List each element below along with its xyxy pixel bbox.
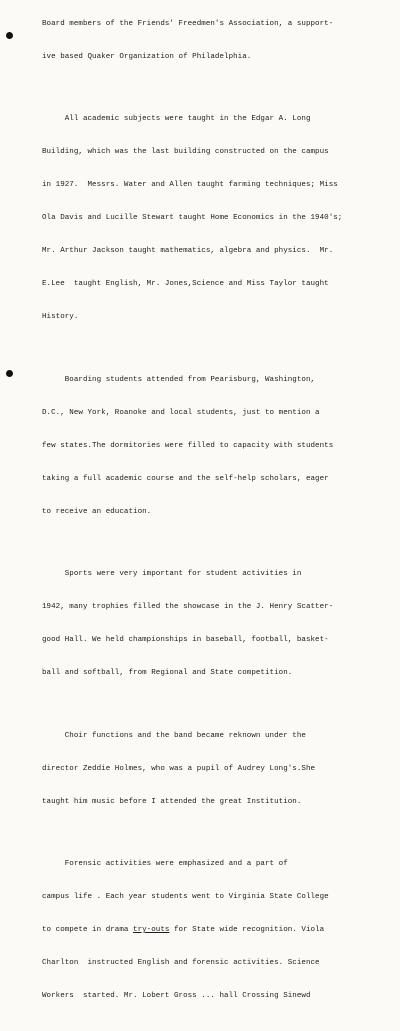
typed-document-body [42,0,394,1031]
text-line: Choir functions and the band became reknown under the [42,731,306,740]
text-line: Mr. Arthur Jackson taught mathematics, algebra and physics. Mr. [42,247,334,256]
text-line: All academic subjects were taught in the Edgar A. Long [42,115,311,124]
text-line: campus life . Each year students went to Virginia State College [42,892,329,901]
text-line: ive based Quaker Organization of Philadelphia. [42,53,252,61]
text-line: Workers started. Mr. Lobert Gross ... hall Crossing Sinewd [42,991,311,1000]
punch-hole-top [6,32,13,39]
paragraph-sports [42,547,394,701]
text-line: Ola Davis and Lucille Stewart taught Home Economics in the 1940's; [42,214,343,223]
text-line: taught him music before I attended the great Institution. [42,797,302,806]
underlined-phrase: try-outs [133,925,170,934]
paragraph-boarding-students [42,353,394,540]
text-line: Board members of the Friends' Freedmen's Association, a support- [42,20,334,28]
text-line: in 1927. Messrs. Water and Allen taught farming techniques; Miss [42,181,338,190]
text-line: E.Lee taught English, Mr. Jones,Science and Miss Taylor taught [42,280,329,289]
text-line: Sports were very important for student activities in [42,570,302,579]
paragraph-academic-subjects [42,92,394,345]
text-line-with-underline: to compete in drama try-outs for State wide recognition. Viola [42,925,325,934]
text-line: few states.The dormitories were filled to capacity with students [42,441,334,450]
paragraph-association [42,0,394,85]
punch-hole-bottom [6,370,13,377]
paragraph-choir [42,709,394,830]
text-line: ball and softball, from Regional and State competition. [42,669,293,678]
text-line: Charlton instructed English and forensic activities. Science [42,958,320,967]
text-line: D.C., New York, Roanoke and local students, just to mention a [42,408,320,417]
paragraph-forensic [42,837,394,1024]
text-line: director Zeddie Holmes, who was a pupil of Audrey Long's.She [42,764,316,773]
text-line: Building, which was the last building constructed on the campus [42,148,329,157]
text-line: Forensic activities were emphasized and a part of [42,859,288,868]
text-line: good Hall. We held championships in baseball, football, basket- [42,636,329,645]
text-line: taking a full academic course and the self-help scholars, eager [42,474,329,483]
text-line: to receive an education. [42,507,152,516]
text-line: History. [42,313,79,322]
text-line: Boarding students attended from Pearisburg, Washington, [42,375,316,384]
text-line: 1942, many trophies filled the showcase in the J. Henry Scatter- [42,603,334,612]
